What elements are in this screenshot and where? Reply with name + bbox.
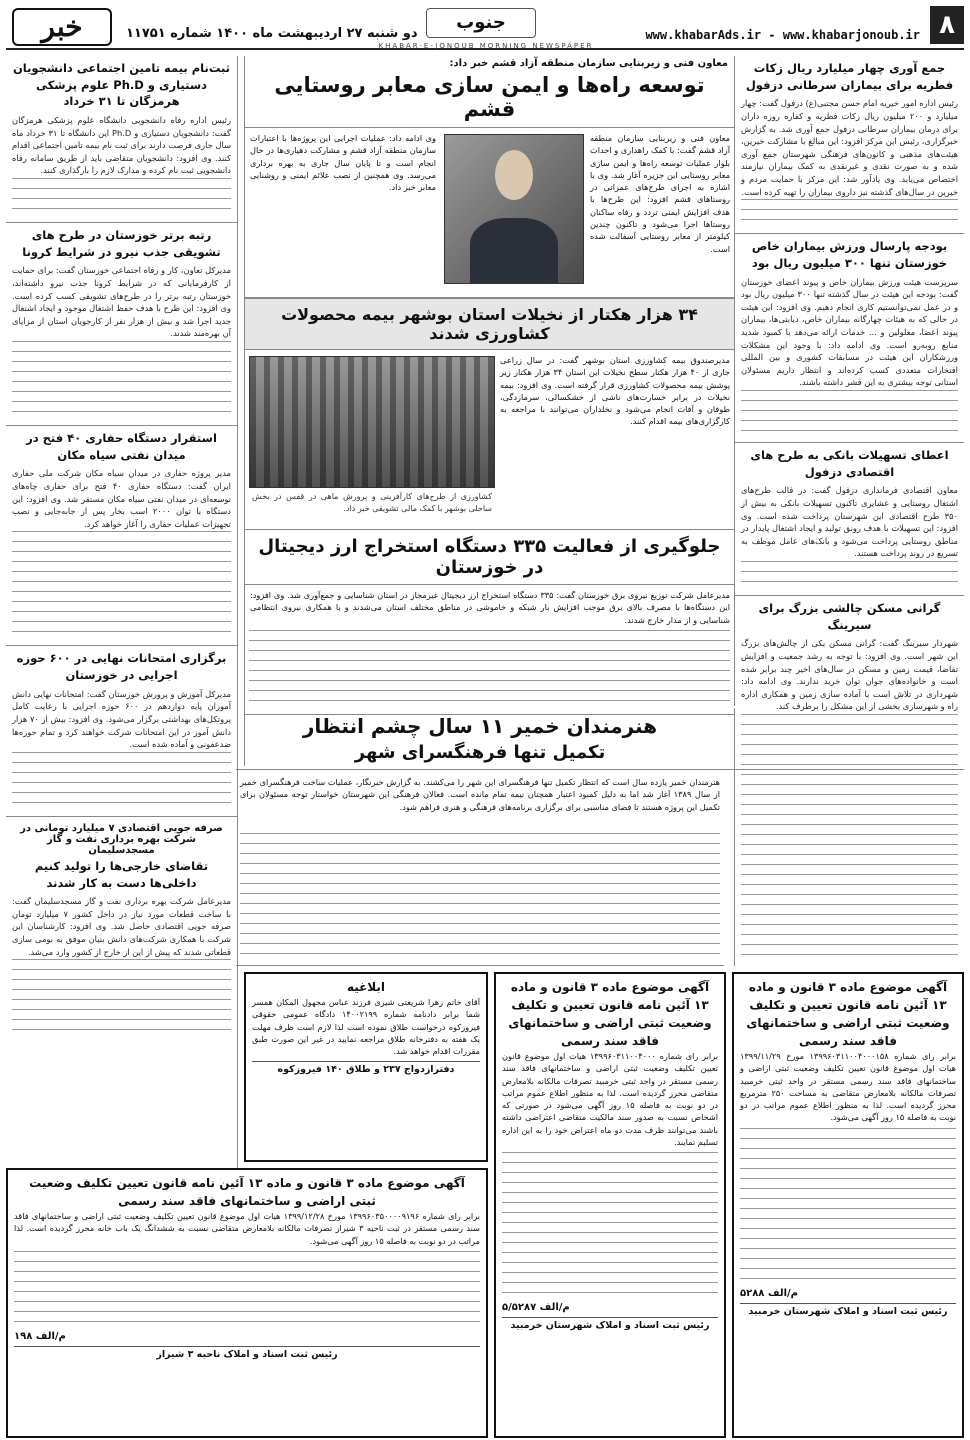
article-title: گرانی مسکن چالشی بزرگ برای سیرینگ — [758, 601, 941, 632]
ad-body: برابر رای شماره ۱۳۹۹۶۰۳۵۰۰۰۰۹۱۹۶ مورخ ۱۳۹۹/۱۲/۲۸ هیات اول موضوع قانون تعیین تکلیف وضعیت ثبتی اراضی و ساختمانهای فاقد سند رسمی مستقر در ثبت ناحیه ۳ شیراز تصرفات مالکانه بلامعارض متقاضی نسبت به ششدانگ یک باب خانه محرز گردیده است. لذا مراتب در دو نوبت به فاصله ۱۵ روز آگهی می‌شود. — [14, 1211, 480, 1246]
article-title: رتبه برتر خوزستان در طرح های تشویقی جذب نیرو در شرایط کرونا — [22, 228, 221, 259]
article-body: مدیرکل تعاون، کار و رفاه اجتماعی خوزستان گفت: برای حمایت از کارفرمایانی که در شرایط کرونا جذب نیرو داشته‌اند، خوزستان رتبه برتر را در طرح‌های تشویقی کسب کرده است. وی افزود: این طرح با هدف حفظ اشتغال موجود و ایجاد اشتغال جدید اجرا شد و بیش از هزار نفر از کارجویان استان از مزایای آن بهره‌مند شدند. — [12, 265, 231, 339]
crypto-story-text: مدیرعامل شرکت توزیع نیروی برق خوزستان گفت: ۳۳۵ دستگاه استخراج ارز دیجیتال غیرمجاز در استان شناسایی و جمع‌آوری شد. وی افزود: این دستگاه‌ها با مصرف بالای برق موجب افزایش بار شبکه و خاموشی در مناطق مختلف استان می‌شدند و با همکاری نیروی انتظامی شناسایی و از مدار خارج شدند. — [250, 590, 730, 625]
ad-reference: ۱۹۸ م/الف — [14, 1330, 66, 1342]
text-lines — [12, 531, 231, 641]
palm-grove-photo — [249, 356, 495, 488]
text-lines — [741, 390, 958, 438]
culture-story — [236, 772, 724, 966]
site-urls: www.khabarAds.ir - www.khabarjonoub.ir — [645, 28, 920, 42]
text-lines — [741, 199, 958, 229]
text-lines — [249, 630, 730, 710]
registration-notice-ad-1 — [494, 972, 726, 1438]
palm-story — [245, 350, 734, 530]
article-bank-loans — [735, 443, 964, 596]
divorce-notice-ad — [244, 972, 488, 1162]
ad-title: آگهی موضوع ماده ۳ قانون و ماده ۱۳ آئین نامه قانون تعیین و تکلیف وضعیت ثبتی اراضی و ساختمانهای فاقد سند رسمی — [508, 980, 712, 1048]
article-final-exams — [6, 646, 237, 816]
text-lines — [12, 959, 231, 1039]
lead-headline: توسعه راه‌ها و ایمن سازی معابر روستایی قشم — [245, 71, 734, 128]
palm-story-text: مدیرصندوق بیمه کشاورزی استان بوشهر گفت: در سال زراعی جاری از ۴۰ هزار هکتار سطح نخیلات این استان ۳۴ هزار هکتار زیر پوشش بیمه محصولات کشاورزی قرار گرفته است. وی افزود: بیمه نخیلات در برابر خسارت‌های ناشی از خشکسالی، سرمازدگی، طوفان و آفات انجام می‌شود و نخلداران می‌توانند با مراجعه به کارگزاری‌های بیمه اقدام کنند. — [500, 355, 730, 427]
article-title: ثبت‌نام بیمه تامین اجتماعی دانشجویان دستیاری و Ph.D علوم پزشکی هرمزگان تا ۳۱ خرداد — [12, 61, 231, 109]
text-lines — [12, 178, 231, 218]
culture-story-text: هنرمندان خمیر یازده سال است که انتظار تکمیل تنها فرهنگسرای این شهر را می‌کشند. به گزارش خبرنگار، عملیات ساخت فرهنگسرای خمیر از سال ۱۳۸۹ آغاز شد اما به دلیل کمبود اعتبار همچنان نیمه تمام مانده است. فعالان فرهنگی این شهرستان خواستار توجه مسئولان برای تکمیل این پروژه هستند تا فضای مناسبی برای برگزاری برنامه‌های فرهنگی و هنری فراهم شود. — [240, 777, 720, 812]
official-portrait-photo — [444, 134, 584, 284]
lead-story — [245, 128, 734, 298]
text-lines — [12, 752, 231, 812]
ad-signature: رئیس ثبت اسناد و املاک شهرستان خرمبید — [502, 1317, 718, 1331]
lead-story-continued: وی ادامه داد: عملیات اجرایی این پروژه‌ها با اعتبارات سازمان منطقه آزاد قشم و مشارکت دهیاری‌ها در حال انجام است و تا پایان سال جاری به بهره برداری می‌رسد. وی همچنین از نصب علائم ایمنی و روشنایی معابر خبر داد. — [250, 133, 436, 193]
dateline: دو شنبه ۲۷ اردیبهشت ماه ۱۴۰۰ شماره ۱۱۷۵۱ — [126, 26, 418, 41]
ad-title: آگهی موضوع ماده ۳ قانون و ماده ۱۳ آئین نامه قانون تعیین تکلیف وضعیت ثبتی اراضی و ساختمانهای فاقد سند رسمی — [29, 1176, 465, 1208]
article-title: اعطای تسهیلات بانکی به طرح های اقتصادی دزفول — [750, 448, 949, 479]
palm-photo-block — [249, 356, 495, 518]
lead-kicker: معاون فنی و زیربنایی سازمان منطقه آزاد قشم خبر داد: — [449, 58, 728, 69]
text-lines — [741, 714, 958, 958]
article-title: جمع آوری چهار میلیارد ریال زکات فطریه برای بیماران سرطانی دزفول — [745, 61, 954, 92]
registration-notice-ad-3 — [6, 1168, 488, 1438]
registration-notice-ad-2 — [732, 972, 964, 1438]
right-column — [734, 56, 964, 712]
article-body: مدیر پروژه حفاری در میدان سیاه مکان شرکت ملی حفاری ایران گفت: دستگاه حفاری ۴۰ فتح برای حفاری چاه‌های توسعه‌ای در میدان نفتی سیاه مکان مستقر شد. وی افزود: این دستگاه با توان ۲۰۰۰ اسب بخار پس از جابه‌جایی و نصب تجهیزات عملیات حفاری را آغاز خواهد کرد. — [12, 468, 231, 529]
culture-headline-2: تکمیل تنها فرهنگسرای شهر — [354, 742, 606, 763]
text-lines — [14, 1251, 480, 1331]
masthead — [6, 6, 964, 50]
article-title: بودجه پارسال ورزش بیماران خاص خوزستان تنها ۳۰۰ میلیون ریال بود — [751, 239, 948, 270]
palm-headline: ۳۴ هزار هکتار از نخیلات استان بوشهر بیمه محصولات کشاورزی شدند — [245, 298, 734, 350]
article-domestic-production — [6, 817, 237, 1043]
article-body: مدیرعامل شرکت بهره برداری نفت و گاز مسجدسلیمان گفت: با ساخت قطعات مورد نیاز در داخل کشور ۷ میلیارد تومان صرفه جویی اقتصادی حاصل شد. وی افزود: کارشناسان این شرکت با همکاری شرکت‌های دانش بنیان موفق به بومی سازی قطعاتی شدند که پیش از این از خارج از کشور وارد می‌شد. — [12, 896, 231, 957]
text-lines — [12, 341, 231, 421]
article-body: سرپرست هیئت ورزش بیماران خاص و پیوند اعضای خوزستان گفت: بودجه این هیئت در سال گذشته تنها ۳۰۰ میلیون ریال بود و در عمل نمی‌توانستیم کاری انجام دهیم. وی افزود: این هیئت در حالی که به هیئات چهارگانه بیماران خاص، دیابتی‌ها، بیماران پیوند اعضا، معلولین و ... خدمات ارائه می‌دهد با کمبود شدید منابع روبه‌رو است. وی ادامه داد: با وجود این مشکلات ورزشکاران این هیئت در مسابقات کشوری و بین المللی افتخارات متعددی کسب کرده‌اند و انتظار داریم مسئولان استانی توجه بیشتری به این قشر داشته باشند. — [741, 276, 958, 388]
section-name: جنوب — [426, 8, 536, 38]
newspaper-logo: خبر — [12, 8, 112, 46]
ad-reference: ۵/۵۲۸۷ م/الف — [502, 1302, 570, 1314]
crypto-headline: جلوگیری از فعالیت ۳۳۵ دستگاه استخراج ارز دیجیتال در خوزستان — [245, 530, 734, 585]
ad-title: آگهی موضوع ماده ۳ قانون و ماده ۱۳ آئین نامه قانون تعیین و تکلیف وضعیت ثبتی اراضی و ساختمانهای فاقد سند رسمی — [746, 980, 950, 1048]
article-body: شهردار سیرینگ گفت: گرانی مسکن یکی از چالش‌های بزرگ این شهر است. وی افزود: با توجه به رشد جمعیت و افزایش تقاضا، قیمت زمین و مسکن در سال‌های اخیر چند برابر شده است و خانواده‌های جوان توان خرید ندارند. وی ادامه داد: شهرداری در تلاش است با آماده سازی زمین و همکاری اداره راه و شهرسازی بخشی از این مشکل را برطرف کند. — [741, 638, 958, 712]
culture-headline-1: هنرمندان خمیر ۱۱ سال چشم انتظار — [302, 714, 658, 738]
text-lines — [740, 1128, 956, 1288]
article-title: تقاضای خارجی‌ها را تولید کنیم داخلی‌ها دست به کار شدند — [34, 858, 209, 890]
article-body: مدیرکل آموزش و پرورش خوزستان گفت: امتحانات نهایی دانش آموزان پایه دوازدهم در ۶۰۰ حوزه اجرایی با رعایت کامل پروتکل‌های بهداشتی برگزار می‌شود. وی افزود: بیش از ۷۰ هزار دانش آموز در این امتحانات شرکت خواهند کرد و تمام حوزه‌ها ضدعفونی و آماده شده است. — [12, 688, 232, 750]
article-job-incentives — [6, 223, 237, 426]
right-column-lower — [734, 708, 964, 966]
palm-photo-caption: کشاورزی از طرح‌های کارآفرینی و پرورش ماهی در قفس در بخش ساحلی بوشهر با کمک مالی تشویقی خبر داد. — [252, 492, 492, 513]
portrait-head — [495, 150, 534, 200]
ad-signature: دفترازدواج ۲۳۷ و طلاق ۱۴۰ فیروزکوه — [252, 1061, 480, 1075]
article-sports-budget — [735, 234, 964, 443]
article-body: رئیس اداره امور خیریه امام حسن مجتبی(ع) دزفول گفت: چهار میلیارد و ۲۰۰ میلیون ریال زکات فطریه و کفاره روزه داران برای درمان بیماران سرطانی دزفول جمع آوری شد. به گزارش خبرگزاری، رئیس این مرکز افزود: این مبالغ با مشارکت خیرین، هیئت‌های مذهبی و کانون‌های فرهنگی شهرستان جمع آوری شده و به صورت نقدی و غیرنقدی به کمک بیماران نیازمند اختصاص می‌یابد. وی یادآور شد: این مرکز با حمایت مردم و خیرین در سال‌های گذشته نیز داروی بیماران را تهیه کرده است. — [741, 98, 958, 197]
article-drilling-rig — [6, 426, 237, 646]
center-column — [244, 56, 734, 766]
article-body: رئیس اداره رفاه دانشجویی دانشگاه علوم پزشکی هرمزگان گفت: دانشجویان دستیاری و Ph.D این دانشگاه تا ۳۱ خرداد ماه سال جاری فرصت دارند برای ثبت نام بیمه تامین اجتماعی اقدام کنند. وی افزود: دانشجویان متقاضی باید از طریق سامانه رفاه دانشجویی ثبت نام کرده و مدارک لازم را بارگذاری کنند. — [12, 115, 231, 176]
ad-reference: ۵۲۸۸ م/الف — [740, 1287, 798, 1299]
ad-body: آقای خاتم زهرا شریعتی شیری فرزند عباس مجهول المکان همسر شما برابر دادنامه شماره ۱۴۰۰۲۱۹۹ دادگاه عمومی حقوقی فیروزکوه درخواست طلاق نموده است لذا لازم است ظرف مهلت یک هفته به دفترخانه طلاق مراجعه نمایید در غیر این صورت طبق مقررات اقدام خواهد شد. — [252, 997, 480, 1057]
ad-body: برابر رای شماره ۱۳۹۹۶۰۳۱۱۰۰۴۰۰۰ هیات اول موضوع قانون تعیین تکلیف وضعیت ثبتی اراضی و ساختمانهای فاقد سند رسمی مستقر در واحد ثبتی خرمبید تصرفات مالکانه بلامعارض متقاضی محرز گردیده است. لذا به منظور اطلاع عموم مراتب در دو نوبت به فاصله ۱۵ روز آگهی می‌شود در صورتی که اشخاص نسبت به صدور سند مالکیت متقاضی اعتراضی داشته باشند می‌توانند ظرف مدت دو ماه اعتراض خود را به این اداره تسلیم نمایند. — [502, 1051, 718, 1148]
article-title: استقرار دستگاه حفاری ۴۰ فتح در میدان نفتی سیاه مکان — [26, 431, 217, 462]
lead-story-text: معاون فنی و زیربنایی سازمان منطقه آزاد قشم گفت: با کمک راهداری و احداث بلوار عملیات توسعه راه‌ها و ایمن سازی معابر روستایی این جزیره آغاز شد. وی با اشاره به اجرای طرح‌های عمرانی در روستاهای قشم افزود: این طرح‌ها با هدف افزایش ایمنی تردد و رفاه ساکنان روستاها اجرا می‌شود و تاکنون چندین کیلومتر از معابر روستایی آسفالت شده است. — [590, 133, 730, 254]
article-title: برگزاری امتحانات نهایی در ۶۰۰ حوزه اجرایی در خوزستان — [16, 651, 227, 683]
ad-body: برابر رای شماره ۱۳۹۹۶۰۳۱۱۰۰۴۰۰۰۱۵۸ مورخ ۱۳۹۹/۱۱/۲۹ هیات اول موضوع قانون تعیین تکلیف وضعیت ثبتی اراضی و ساختمانهای فاقد سند رسمی مستقر در واحد ثبتی خرمبید تصرفات مالکانه بلامعارض متقاضی به مساحت ۲۵۰ مترمربع محرز گردیده است. لذا به منظور اطلاع عموم مراتب در دو نوبت به فاصله ۱۵ روز آگهی می‌شود. — [740, 1051, 956, 1123]
masthead-strip: KHABAR-E-JONOUB MORNING NEWSPAPER — [378, 42, 594, 50]
portrait-body — [470, 218, 558, 283]
crypto-story — [245, 585, 734, 715]
page-number: ۸ — [930, 6, 964, 44]
ad-signature: رئیس ثبت اسناد و املاک ناحیه ۳ شیراز — [14, 1346, 480, 1360]
text-lines — [240, 833, 720, 961]
article-zakat — [735, 56, 964, 234]
ad-signature: رئیس ثبت اسناد و املاک شهرستان خرمبید — [740, 1303, 956, 1317]
article-insurance-students — [6, 56, 237, 223]
text-lines — [741, 561, 958, 591]
text-lines — [502, 1152, 718, 1302]
article-kicker: صرفه جویی اقتصادی ۷ میلیارد تومانی در شرکت بهره برداری نفت و گاز مسجدسلیمان — [20, 822, 223, 856]
ad-title: ابلاغیه — [346, 980, 386, 994]
article-body: معاون اقتصادی فرمانداری دزفول گفت: در قالب طرح‌های اشتغال روستایی و عشایری تاکنون تسهیلات بانکی به بیش از ۳۵۰ طرح اقتصادی این شهرستان پرداخت شده است. وی افزود: این تسهیلات با هدف رونق تولید و ایجاد اشتغال پایدار در مناطق روستایی پرداخت می‌شود و بانک‌های عامل موظف به تسریع در روند پرداخت هستند. — [741, 485, 958, 559]
